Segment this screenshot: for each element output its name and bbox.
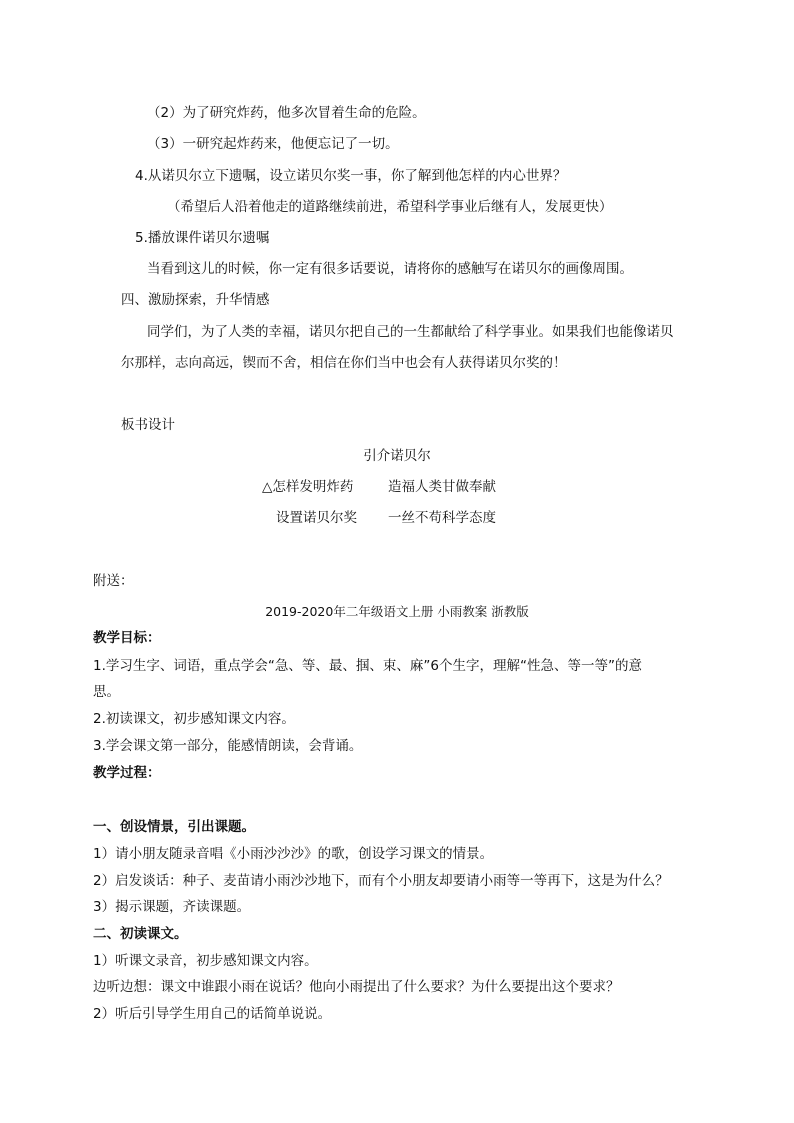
question-5-text: 当看到这儿的时候，你一定有很多话要说，请将你的感触写在诺贝尔的画像周围。 [147,261,633,277]
paragraph-line: 尔那样，志向高远，锲而不舍，相信在你们当中也会有人获得诺贝尔奖的！ [121,355,567,371]
process-heading: 教学过程： [93,765,161,781]
text-line: （3）一研究起炸药来，他便忘记了一切。 [147,136,399,152]
list-item: 1）请小朋友随录音唱《小雨沙沙沙》的歌，创设学习课文的情景。 [93,846,494,862]
section-heading: 四、激励探索，升华情感 [121,292,270,308]
board-row2-right: 一丝不苟科学态度 [388,510,496,526]
goal-2: 2.初读课文，初步感知课文内容。 [93,711,295,727]
list-item: 2）听后引导学生用自己的话简单说说。 [93,1006,332,1022]
paragraph-line: 同学们，为了人类的幸福，诺贝尔把自己的一生都献给了科学事业。如果我们也能像诺贝 [147,324,674,340]
list-item: 2）启发谈话：种子、麦苗请小雨沙沙地下，而有个小朋友却要请小雨等一等再下，这是为什么？ [93,873,669,889]
goal-1: 1.学习生字、词语，重点学会“急、等、最、掴、束、麻”6个生字，理解“性急、等一等”的意 [93,658,642,674]
list-item: 3）揭示课题，齐读课题。 [93,899,251,915]
question-4: 4.从诺贝尔立下遗嘱，设立诺贝尔奖一事，你了解到他怎样的内心世界？ [135,168,567,184]
list-item: 边听边想：课文中谁跟小雨在说话？他向小雨提出了什么要求？为什么要提出这个要求？ [93,979,620,995]
board-row2-left: 设置诺贝尔奖 [276,510,357,526]
question-5: 5.播放课件诺贝尔遗嘱 [135,230,270,246]
goal-3: 3.学会课文第一部分，能感情朗读，会背诵。 [93,738,363,754]
goal-1-cont: 思。 [93,684,120,700]
board-row1-right: 造福人类甘做奉献 [388,479,496,495]
appendix-label: 附送： [93,573,134,589]
question-4-answer: （希望后人沿着他走的道路继续前进，希望科学事业后继有人，发展更快） [167,199,613,215]
board-title: 引介诺贝尔 [363,448,431,464]
section-1-heading: 一、创设情景，引出课题。 [93,819,255,835]
board-label: 板书设计 [121,417,175,433]
section-2-heading: 二、初读课文。 [93,926,188,942]
goals-heading: 教学目标： [93,630,161,646]
board-row1-left: △怎样发明炸药 [262,479,354,495]
list-item: 1）听课文录音，初步感知课文内容。 [93,953,318,969]
text-line: （2）为了研究炸药，他多次冒着生命的危险。 [147,105,426,121]
doc-title: 2019-2020年二年级语文上册 小雨教案 浙教版 [265,604,529,619]
